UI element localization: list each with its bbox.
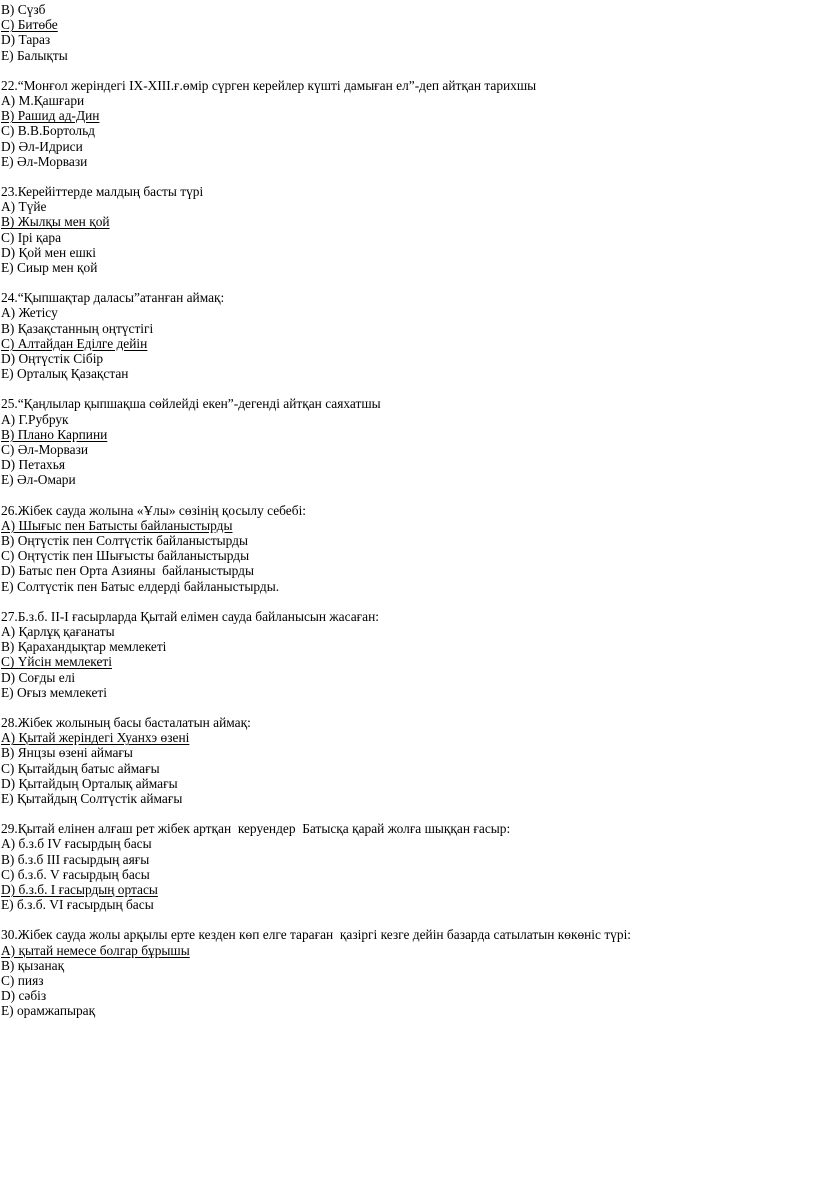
answer-option: D) Батыс пен Орта Азияны байланыстырды — [1, 563, 254, 579]
answer-option: D) Қытайдың Орталық аймағы — [1, 775, 178, 791]
answer-option: D) Тараз — [1, 32, 51, 48]
answer-option: E) орамжапырақ — [1, 1003, 96, 1019]
answer-option: E) Орталық Қазақстан — [1, 366, 129, 382]
answer-option: E) Әл-Морвази — [1, 153, 88, 169]
question-text: 29.Қытай елінен алғаш рет жібек артқан керуендер Батысқа қарай жолға шыққан ғасыр: — [1, 821, 511, 837]
answer-option: B) Сүзб — [1, 2, 46, 17]
question-text: 27.Б.з.б. II-I ғасырларда Қытай елімен сауда байланысын жасаған: — [1, 608, 379, 624]
answer-option: C) Әл-Морвази — [1, 442, 89, 457]
answer-option: A) б.з.б IV ғасырдың басы — [1, 836, 152, 852]
answer-option: C) Оңтүстік пен Шығысты байланыстырды — [1, 548, 250, 564]
question-text: 23.Керейіттерде малдың басты түрі — [1, 184, 204, 199]
answer-option: B) Қазақстанның оңтүстігі — [1, 320, 154, 336]
question-text: 30.Жібек сауда жолы арқылы ерте кезден көп елге тараған қазіргі кезге дейін базарда сатылатын көкөніс түрі: — [1, 927, 632, 943]
question-text: 26.Жібек сауда жолына «Ұлы» сөзінің қосылу себебі: — [1, 502, 307, 518]
answer-option-correct: C) Битөбе — [1, 17, 58, 33]
answer-option: E) б.з.б. VI ғасырдың басы — [1, 897, 154, 913]
answer-option: B) Янцзы өзені аймағы — [1, 745, 133, 761]
answer-option: A) Жетісу — [1, 305, 58, 321]
question-text: 24.“Қыпшақтар даласы”атанған аймақ: — [1, 290, 225, 306]
answer-option: B) қызанақ — [1, 957, 65, 973]
answer-option: D) Оңтүстік Сібір — [1, 351, 104, 366]
answer-option: C) б.з.б. V ғасырдың басы — [1, 866, 150, 882]
answer-option-correct: C) Үйсін мемлекеті — [1, 654, 112, 670]
answer-option: D) сәбіз — [1, 988, 47, 1004]
answer-option: D) Петахья — [1, 457, 66, 473]
answer-option: D) Әл-Идриси — [1, 138, 83, 154]
answer-option: C) пияз — [1, 973, 44, 988]
answer-option: C) Ірі қара — [1, 229, 62, 245]
answer-option: E) Оғыз мемлекеті — [1, 684, 107, 700]
answer-option: A) Қарлұқ қағанаты — [1, 624, 115, 639]
answer-option: B) Оңтүстік пен Солтүстік байланыстырды — [1, 533, 248, 548]
answer-option-correct: A) Шығыс пен Батысты байланыстырды — [1, 517, 233, 533]
answer-option-correct: A) қытай немесе болгар бұрышы — [1, 942, 190, 958]
answer-option: E) Әл-Омари — [1, 472, 76, 488]
answer-option: E) Қытайдың Солтүстік аймағы — [1, 791, 183, 806]
answer-option: C) Қытайдың батыс аймағы — [1, 760, 160, 776]
answer-option-correct: D) б.з.б. I ғасырдың ортасы — [1, 882, 158, 897]
answer-option-correct: B) Плано Карпини — [1, 426, 108, 442]
question-text: 22.“Монғол жеріндегі IX-XIII.ғ.өмір сүрген керейлер күшті дамыған ел”-деп айтқан тарихшы — [1, 77, 537, 93]
question-text: 25.“Қаңлылар қыпшақша сөйлейді екен”-дегенді айтқан саяхатшы — [1, 396, 381, 412]
answer-option-correct: A) Қытай жеріндегі Хуанхэ өзені — [1, 730, 190, 746]
answer-option-correct: B) Жылқы мен қой — [1, 214, 110, 230]
answer-option: C) В.В.Бортольд — [1, 123, 95, 139]
answer-option: A) Г.Рубрук — [1, 411, 69, 427]
answer-option: A) М.Қашғари — [1, 93, 85, 108]
answer-option: D) Қой мен ешкі — [1, 244, 97, 260]
answer-option: D) Соғды елі — [1, 669, 76, 685]
answer-option: B) б.з.б III ғасырдың аяғы — [1, 851, 150, 867]
answer-option: E) Сиыр мен қой — [1, 260, 98, 275]
answer-option: A) Түйе — [1, 199, 47, 215]
answer-option: E) Солтүстік пен Батыс елдерді байланыстырды. — [1, 578, 280, 594]
answer-option-correct: C) Алтайдан Еділге дейін — [1, 335, 148, 351]
answer-option: B) Қарахандықтар мемлекеті — [1, 639, 167, 655]
answer-option-correct: B) Рашид ад-Дин — [1, 108, 100, 124]
question-text: 28.Жібек жолының басы басталатын аймақ: — [1, 715, 251, 730]
answer-option: E) Балықты — [1, 47, 68, 63]
